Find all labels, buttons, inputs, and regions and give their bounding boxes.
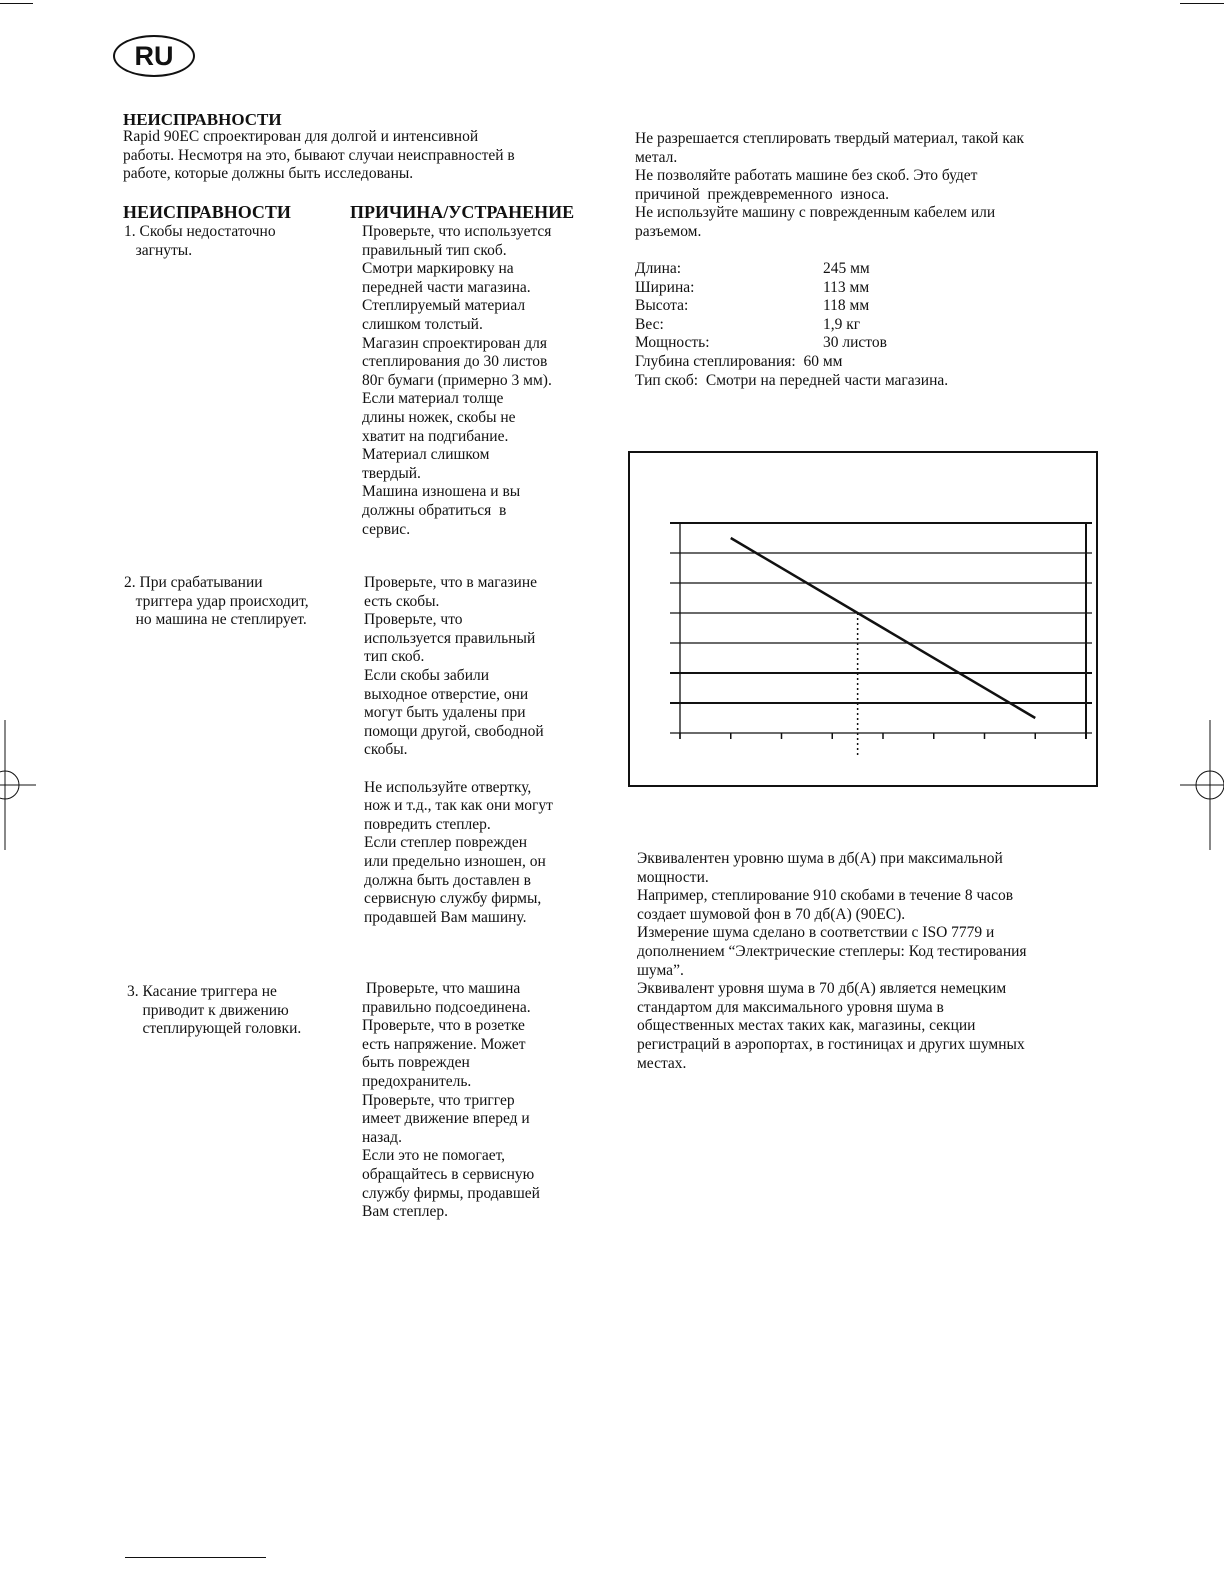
spec-value: 60 мм: [803, 352, 843, 370]
text-line: 3. Касание триггера не: [127, 983, 277, 1000]
text-line: причиной преждевременного износа.: [635, 185, 890, 203]
text-line: Если материал толще: [362, 390, 504, 408]
text-line: работе, которые должны быть исследованы.: [123, 165, 414, 183]
text-line: шума”.: [637, 961, 684, 979]
problem-1: [124, 223, 276, 260]
problem-3: [127, 983, 301, 1039]
text-line: помощи другой, свободной: [364, 722, 544, 740]
spec-row: [635, 316, 948, 335]
text-line: Если это не помогает,: [362, 1147, 506, 1165]
text-line: Машина изношена и вы: [362, 483, 521, 501]
text-line: Магазин спроектирован для: [362, 334, 548, 352]
text-line: общественных местах таких как, магазины, секции: [637, 1017, 976, 1035]
spec-value: 245 мм: [823, 260, 870, 277]
text-line: триггера удар происходит,: [124, 592, 309, 610]
problem-2: [124, 574, 309, 630]
text-line: дополнением “Электрические степлеры: Код тестирования: [637, 942, 1027, 960]
spec-row: [635, 353, 948, 372]
text-line: Проверьте, что триггер: [362, 1091, 515, 1109]
text-line: должны обратиться в: [362, 501, 507, 519]
text-line: 1. Скобы недостаточно: [124, 223, 276, 240]
footnote-rule: [125, 1557, 266, 1558]
text-line: предохранитель.: [362, 1072, 472, 1090]
text-line: скобы.: [364, 741, 408, 759]
specs-table: [635, 260, 948, 390]
text-line: твердый.: [362, 464, 421, 482]
text-line: степлирования до 30 листов: [362, 353, 548, 371]
text-line: нож и т.д., так как они могут: [364, 797, 553, 815]
text-line: должна быть доставлен в: [364, 871, 531, 889]
spec-row: [635, 297, 948, 316]
solution-3: [362, 980, 540, 1222]
text-line: правильно подсоединена.: [362, 998, 531, 1016]
text-line: Вам степлер.: [362, 1203, 448, 1221]
text-line: но машина не степлирует.: [124, 611, 307, 629]
text-line: регистраций в аэропортах, в гостиницах и других шумных: [637, 1035, 1025, 1053]
text-line: Если скобы забили: [364, 666, 490, 684]
spec-row: [635, 334, 948, 353]
text-line: длины ножек, скобы не: [362, 408, 516, 426]
crop-mark-top-left: [0, 3, 33, 4]
text-line: хватит на подгибание.: [362, 427, 509, 445]
text-line: Проверьте, что в магазине: [364, 574, 538, 591]
text-line: Материал слишком: [362, 446, 490, 464]
spec-row: [635, 260, 948, 279]
spec-label: Глубина степлирования:: [635, 352, 796, 370]
intro-paragraph: [123, 128, 515, 184]
text-line: или предельно изношен, он: [364, 852, 546, 870]
text-line: мощности.: [637, 868, 709, 886]
spec-label: Мощность:: [635, 334, 710, 352]
spec-label: Длина:: [635, 260, 682, 277]
text-line: слишком толстый.: [362, 315, 483, 333]
text-line: тип скоб.: [364, 648, 425, 666]
text-line: Степлируемый материал: [362, 297, 526, 315]
text-line: разъемом.: [635, 222, 702, 240]
text-line: обращайтесь в сервисную: [362, 1165, 535, 1183]
text-line: Проверьте, что машина: [362, 980, 521, 997]
text-line: 80г бумаги (примерно 3 мм).: [362, 371, 552, 389]
text-line: Например, степлирование 910 скобами в течение 8 часов: [637, 887, 1014, 905]
text-line: Измерение шума сделано в соответствии с ISO 7779 и: [637, 924, 995, 942]
text-line: сервисную службу фирмы,: [364, 890, 542, 908]
text-line: [364, 760, 553, 779]
text-line: назад.: [362, 1128, 402, 1146]
warnings: [635, 130, 1024, 242]
text-line: Rapid 90EC спроектирован для долгой и интенсивной: [123, 128, 479, 145]
spec-value: 30 листов: [823, 334, 887, 352]
text-line: продавшей Вам машину.: [364, 908, 527, 926]
spec-value: 113 мм: [823, 278, 870, 296]
text-line: Не используйте отвертку,: [364, 778, 532, 796]
text-line: есть скобы.: [364, 592, 440, 610]
spec-label: Ширина:: [635, 278, 695, 296]
text-line: стандартом для максимального уровня шума в: [637, 998, 944, 1016]
registration-circle-right: [1196, 771, 1224, 799]
intro-heading: НЕИСПРАВНОСТИ: [123, 110, 282, 129]
text-line: Проверьте, что используется: [362, 223, 552, 240]
text-line: сервис.: [362, 520, 411, 538]
text-line: 2. При срабатывании: [124, 574, 263, 591]
text-line: Смотри маркировку на: [362, 260, 514, 278]
text-line: степлирующей головки.: [127, 1020, 302, 1038]
text-line: есть напряжение. Может: [362, 1035, 526, 1053]
text-line: Не позволяйте работать машине без скоб. Это будет: [635, 167, 978, 185]
spec-value: 118 мм: [823, 297, 870, 315]
text-line: приводит к движению: [127, 1001, 289, 1019]
language-badge: RU: [113, 35, 195, 77]
spec-value: Смотри на передней части магазина.: [705, 371, 949, 389]
text-line: используется правильный: [364, 629, 536, 647]
registration-circle-left: [0, 771, 19, 799]
text-line: Не используйте машину с поврежденным кабелем или: [635, 204, 996, 222]
text-line: создает шумовой фон в 70 дб(А) (90ЕС).: [637, 905, 906, 923]
solution-1: [362, 223, 552, 539]
spec-row: [635, 279, 948, 298]
text-line: метал.: [635, 148, 678, 166]
text-line: загнуты.: [124, 241, 193, 259]
text-line: быть поврежден: [362, 1054, 470, 1072]
noise-chart-frame: [628, 451, 1098, 787]
text-line: Эквивалент уровня шума в 70 дб(А) является немецким: [637, 980, 1007, 998]
spec-label: Вес:: [635, 315, 664, 333]
spec-value: 1,9 кг: [823, 315, 861, 333]
col-header-faults: НЕИСПРАВНОСТИ: [123, 202, 291, 222]
text-line: службу фирмы, продавшей: [362, 1184, 540, 1202]
spec-label: Высота:: [635, 297, 689, 315]
text-line: работы. Несмотря на это, бывают случаи неисправностей в: [123, 146, 515, 164]
text-line: повредить степлер.: [364, 815, 491, 833]
text-line: Если степлер поврежден: [364, 834, 528, 852]
text-line: местах.: [637, 1054, 687, 1072]
text-line: Проверьте, что в розетке: [362, 1017, 525, 1035]
noise-paragraph: [637, 850, 1027, 1073]
solution-2: [364, 574, 553, 927]
crop-mark-top-right: [1180, 3, 1224, 4]
text-line: Эквивалентен уровню шума в дб(А) при максимальной: [637, 850, 1003, 867]
col-header-cause: ПРИЧИНА/УСТРАНЕНИЕ: [350, 202, 575, 222]
text-line: правильный тип скоб.: [362, 241, 507, 259]
text-line: выходное отверстие, они: [364, 685, 529, 703]
text-line: Проверьте, что: [364, 611, 463, 629]
text-line: могут быть удалены при: [364, 704, 526, 722]
text-line: Не разрешается степлировать твердый материал, такой как: [635, 130, 1025, 147]
spec-row: [635, 372, 948, 391]
text-line: имеет движение вперед и: [362, 1110, 530, 1128]
text-line: передней части магазина.: [362, 278, 531, 296]
spec-label: Тип скоб:: [635, 371, 699, 389]
